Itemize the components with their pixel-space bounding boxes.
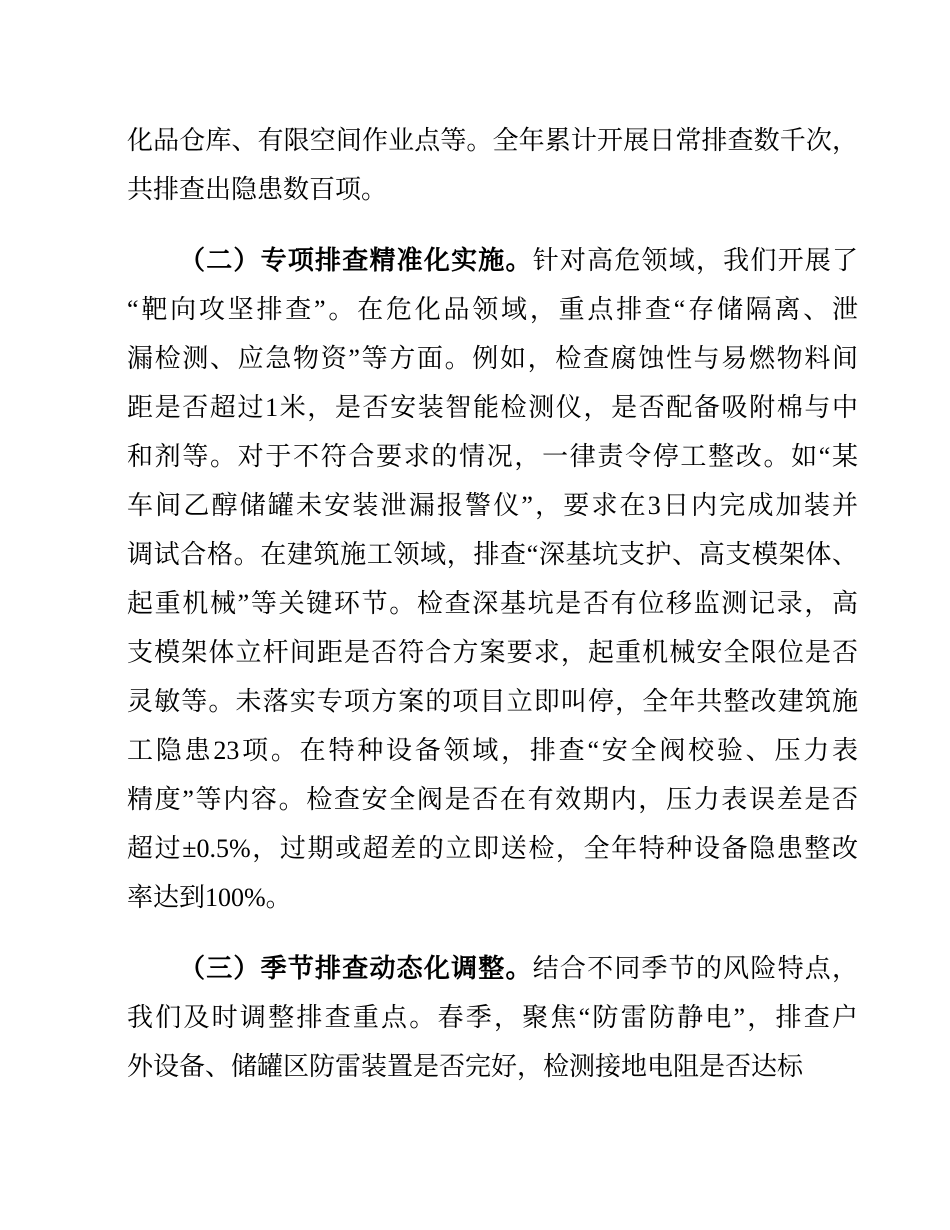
- text-line: [127, 236, 858, 285]
- paragraph-section-3: [127, 944, 858, 1091]
- section-heading-2: （二）专项排查精准化实施。: [179, 245, 533, 275]
- text-line: 工隐患23项。在特种设备领域，排查“安全阀校验、压力表: [127, 736, 858, 765]
- text-line: 率达到100%。: [127, 883, 292, 912]
- text-line: 共排查出隐患数百项。: [127, 175, 388, 204]
- section-lead-text: 结合不同季节的风险特点，: [532, 954, 858, 983]
- text-line: 距是否超过1米，是否安装智能检测仪，是否配备吸附棉与中: [127, 393, 858, 422]
- paragraph-continuation: [127, 116, 858, 214]
- section-lead-text: 针对高危领域，我们开展了: [532, 246, 858, 275]
- text-line: 支模架体立杆间距是否符合方案要求，起重机械安全限位是否: [127, 638, 858, 667]
- text-line: 精度”等内容。检查安全阀是否在有效期内，压力表误差是否: [127, 785, 858, 814]
- text-line: [127, 944, 858, 993]
- text-line: 起重机械”等关键环节。检查深基坑是否有位移监测记录，高: [127, 589, 858, 618]
- text-line: 外设备、储罐区防雷装置是否完好，检测接地电阻是否达标: [127, 1052, 804, 1081]
- text-line: 我们及时调整排查重点。春季，聚焦“防雷防静电”，排查户: [127, 1003, 858, 1032]
- text-line: 调试合格。在建筑施工领域，排查“深基坑支护、高支模架体、: [127, 540, 858, 569]
- text-line: 灵敏等。未落实专项方案的项目立即叫停，全年共整改建筑施: [127, 687, 858, 716]
- text-line: “靶向攻坚排查”。在危化品领域，重点排查“存储隔离、泄: [127, 295, 858, 324]
- text-line: 和剂等。对于不符合要求的情况，一律责令停工整改。如“某: [127, 442, 858, 471]
- text-line: 漏检测、应急物资”等方面。例如，检查腐蚀性与易燃物料间: [127, 344, 858, 373]
- text-line: 超过±0.5%，过期或超差的立即送检，全年特种设备隐患整改: [127, 834, 858, 863]
- text-line: 化品仓库、有限空间作业点等。全年累计开展日常排查数千次，: [127, 126, 858, 155]
- paragraph-section-2: [127, 236, 858, 922]
- section-heading-3: （三）季节排查动态化调整。: [179, 953, 533, 983]
- text-line: 车间乙醇储罐未安装泄漏报警仪”，要求在3日内完成加装并: [127, 491, 858, 520]
